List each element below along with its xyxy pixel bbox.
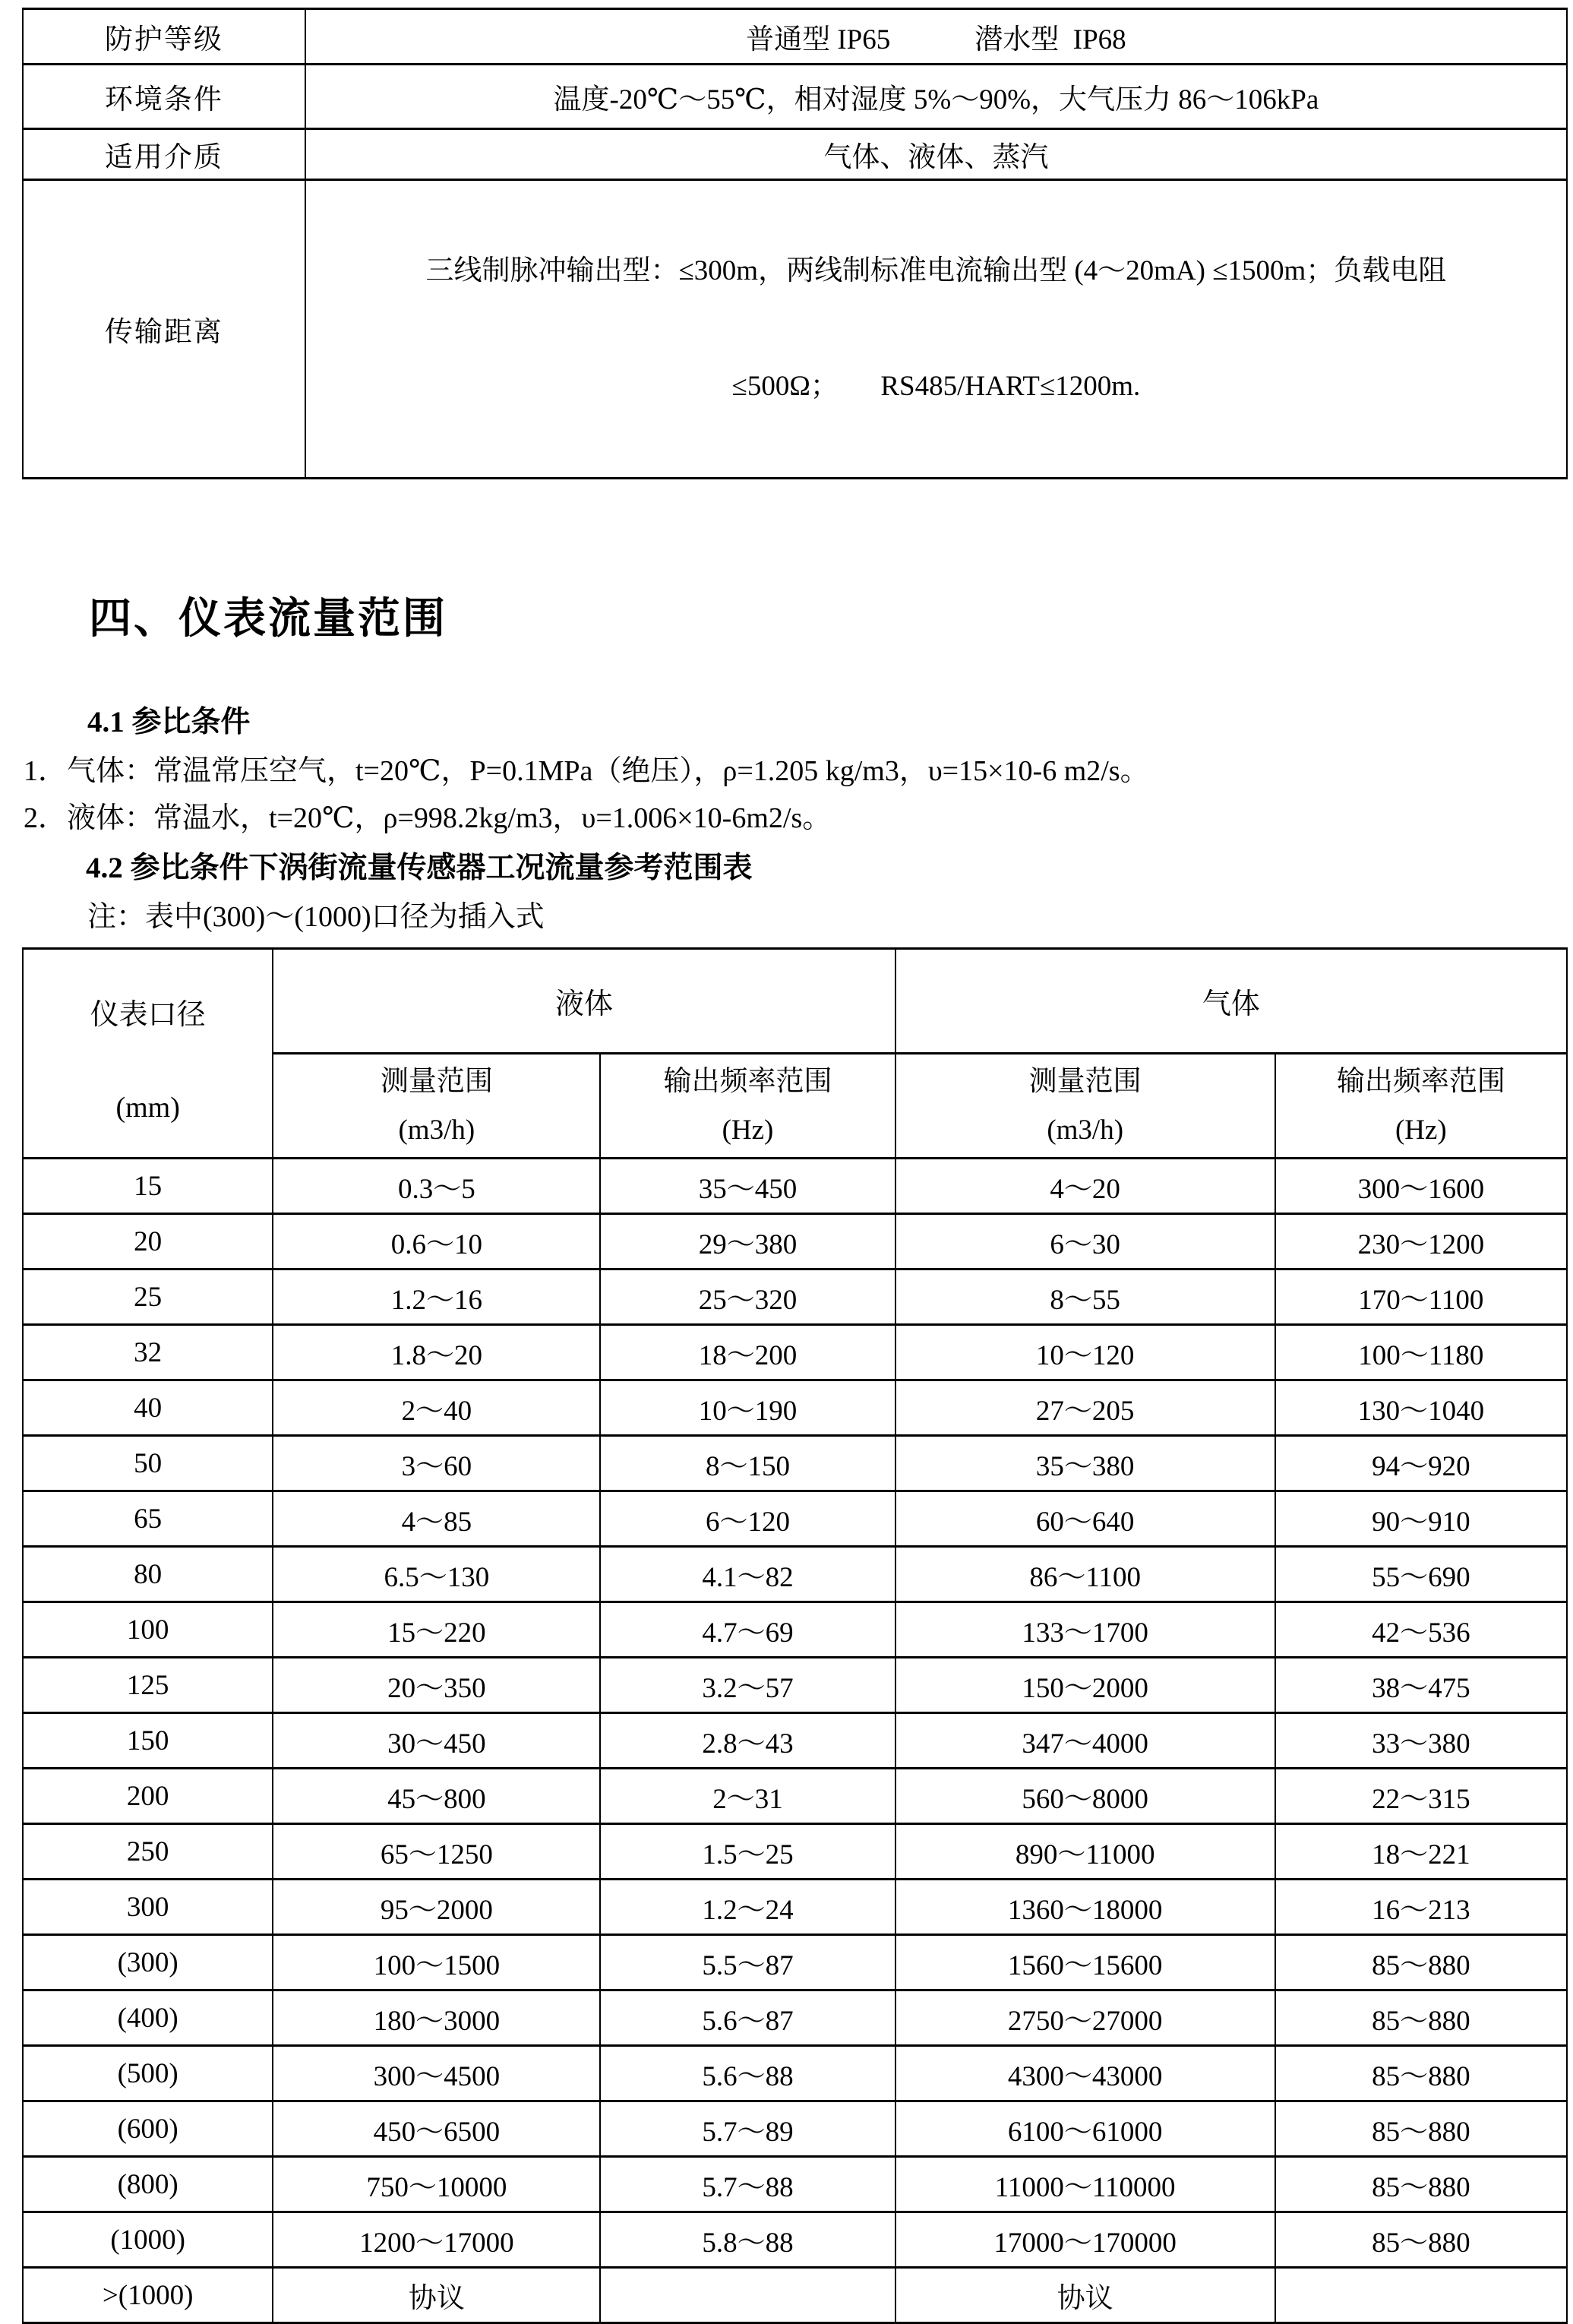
table-row — [23, 1935, 1567, 1990]
flow-value-cell: 6～120 — [600, 1491, 895, 1547]
header-unit: (m3/h) — [398, 1114, 475, 1146]
diameter-cell: 65 — [23, 1491, 273, 1547]
table-row — [23, 65, 1567, 129]
flow-value-cell: 11000～110000 — [895, 2157, 1275, 2212]
diameter-cell: (500) — [23, 2046, 273, 2101]
header-unit: (Hz) — [722, 1114, 774, 1146]
header-text: 测量范围 — [380, 1065, 493, 1097]
flow-value-cell: 55～690 — [1275, 1547, 1567, 1602]
flow-value-cell: 300～1600 — [1275, 1159, 1567, 1214]
diameter-cell: >(1000) — [23, 2268, 273, 2323]
flow-value-cell: 2.8～43 — [600, 1713, 895, 1769]
flow-value-cell: 25～320 — [600, 1270, 895, 1325]
flow-value-cell: 170～1100 — [1275, 1270, 1567, 1325]
flow-value-cell: 1360～18000 — [895, 1880, 1275, 1935]
flow-value-cell: 22～315 — [1275, 1769, 1567, 1824]
table-row — [23, 1602, 1567, 1658]
flow-value-cell: 20～350 — [273, 1658, 600, 1713]
table-row — [23, 1990, 1567, 2046]
flow-value-cell: 38～475 — [1275, 1658, 1567, 1713]
table-row — [23, 180, 1567, 479]
table-row — [23, 2101, 1567, 2157]
flow-value-cell: 347～4000 — [895, 1713, 1275, 1769]
spec-label-protection: 防护等级 — [23, 9, 305, 65]
diameter-column-header — [23, 949, 273, 1159]
flow-value-cell: 18～221 — [1275, 1824, 1567, 1880]
table-row — [23, 1270, 1567, 1325]
table-row — [23, 1769, 1567, 1824]
diameter-cell: (1000) — [23, 2212, 273, 2268]
spec-value-environment: 温度-20℃～55℃，相对湿度 5%～90%，大气压力 86～106kPa — [305, 65, 1567, 129]
flow-value-cell: 2750～27000 — [895, 1990, 1275, 2046]
flow-value-cell: 16～213 — [1275, 1880, 1567, 1935]
header-text: 输出频率范围 — [1336, 1065, 1505, 1097]
flow-value-cell: 8～150 — [600, 1436, 895, 1491]
diameter-cell: (800) — [23, 2157, 273, 2212]
table-row — [23, 1824, 1567, 1880]
flow-value-cell: 95～2000 — [273, 1880, 600, 1935]
flow-value-cell: 85～880 — [1275, 2046, 1567, 2101]
flow-value-cell: 6.5～130 — [273, 1547, 600, 1602]
flow-value-cell: 1.2～16 — [273, 1270, 600, 1325]
flow-value-cell — [1275, 2268, 1567, 2323]
flow-value-cell: 1200～17000 — [273, 2212, 600, 2268]
flow-value-cell: 100～1180 — [1275, 1325, 1567, 1380]
flow-table-body — [23, 1159, 1567, 2323]
flow-value-cell: 60～640 — [895, 1491, 1275, 1547]
table-row — [23, 2157, 1567, 2212]
flow-value-cell: 30～450 — [273, 1713, 600, 1769]
diameter-header-text: 仪表口径 — [90, 998, 206, 1031]
flow-value-cell: 4.1～82 — [600, 1547, 895, 1602]
flow-value-cell: 35～380 — [895, 1436, 1275, 1491]
liquid-frequency-header — [600, 1054, 895, 1159]
flow-value-cell: 1560～15600 — [895, 1935, 1275, 1990]
spec-table — [22, 8, 1568, 479]
table-row — [23, 1214, 1567, 1270]
flow-value-cell: 560～8000 — [895, 1769, 1275, 1824]
flow-value-cell: 5.5～87 — [600, 1935, 895, 1990]
flow-value-cell: 6100～61000 — [895, 2101, 1275, 2157]
table-row — [23, 1713, 1567, 1769]
flow-value-cell: 450～6500 — [273, 2101, 600, 2157]
header-text: 测量范围 — [1028, 1065, 1142, 1097]
subsection-4-2-title: 4.2 参比条件下涡街流量传感器工况流量参考范围表 — [86, 852, 753, 884]
table-row — [23, 2212, 1567, 2268]
diameter-cell: 100 — [23, 1602, 273, 1658]
flow-value-cell: 10～120 — [895, 1325, 1275, 1380]
table-row — [23, 1547, 1567, 1602]
spec-value-transmission — [305, 180, 1567, 479]
diameter-cell: 80 — [23, 1547, 273, 1602]
flow-value-cell: 5.6～87 — [600, 1990, 895, 2046]
subsection-4-1-title: 4.1 参比条件 — [87, 706, 251, 738]
diameter-cell: 125 — [23, 1658, 273, 1713]
table-row — [23, 1658, 1567, 1713]
flow-value-cell: 1.2～24 — [600, 1880, 895, 1935]
diameter-header-unit: (mm) — [115, 1091, 180, 1124]
gas-range-header — [895, 1054, 1275, 1159]
diameter-cell: 300 — [23, 1880, 273, 1935]
flow-value-cell: 0.3～5 — [273, 1159, 600, 1214]
table-header-group-row — [23, 949, 1567, 1054]
flow-value-cell: 5.7～88 — [600, 2157, 895, 2212]
flow-value-cell: 42～536 — [1275, 1602, 1567, 1658]
flow-value-cell: 35～450 — [600, 1159, 895, 1214]
flow-value-cell: 0.6～10 — [273, 1214, 600, 1270]
flow-value-cell: 90～910 — [1275, 1491, 1567, 1547]
flow-value-cell: 17000～170000 — [895, 2212, 1275, 2268]
flow-value-cell: 230～1200 — [1275, 1214, 1567, 1270]
flow-value-cell: 100～1500 — [273, 1935, 600, 1990]
diameter-cell: 25 — [23, 1270, 273, 1325]
table-row — [23, 1436, 1567, 1491]
flow-value-cell: 133～1700 — [895, 1602, 1275, 1658]
flow-value-cell: 85～880 — [1275, 1935, 1567, 1990]
liquid-range-header — [273, 1054, 600, 1159]
diameter-cell: 20 — [23, 1214, 273, 1270]
flow-value-cell: 85～880 — [1275, 1990, 1567, 2046]
table-row — [23, 2268, 1567, 2323]
flow-value-cell: 10～190 — [600, 1380, 895, 1436]
flow-value-cell: 2～40 — [273, 1380, 600, 1436]
flow-value-cell: 协议 — [273, 2268, 600, 2323]
diameter-cell: 15 — [23, 1159, 273, 1214]
diameter-cell: 40 — [23, 1380, 273, 1436]
group-header-liquid: 液体 — [273, 949, 895, 1054]
flow-value-cell — [600, 2268, 895, 2323]
table-row — [23, 1325, 1567, 1380]
flow-value-cell: 86～1100 — [895, 1547, 1275, 1602]
flow-value-cell: 300～4500 — [273, 2046, 600, 2101]
spec-value-medium: 气体、液体、蒸汽 — [305, 129, 1567, 180]
table-row — [23, 9, 1567, 65]
diameter-cell: 200 — [23, 1769, 273, 1824]
table-note: 注：表中(300)～(1000)口径为插入式 — [87, 901, 545, 933]
table-row — [23, 1491, 1567, 1547]
flow-value-cell: 180～3000 — [273, 1990, 600, 2046]
diameter-cell: 250 — [23, 1824, 273, 1880]
flow-value-cell: 1.8～20 — [273, 1325, 600, 1380]
spec-label-medium: 适用介质 — [23, 129, 305, 180]
header-unit: (m3/h) — [1047, 1114, 1124, 1146]
flow-value-cell: 45～800 — [273, 1769, 600, 1824]
flow-value-cell: 85～880 — [1275, 2212, 1567, 2268]
flow-value-cell: 2～31 — [600, 1769, 895, 1824]
table-row — [23, 1380, 1567, 1436]
flow-value-cell: 65～1250 — [273, 1824, 600, 1880]
flow-value-cell: 4～20 — [895, 1159, 1275, 1214]
diameter-cell: (400) — [23, 1990, 273, 2046]
group-header-gas: 气体 — [895, 949, 1567, 1054]
diameter-cell: 32 — [23, 1325, 273, 1380]
flow-value-cell: 27～205 — [895, 1380, 1275, 1436]
flow-value-cell: 4～85 — [273, 1491, 600, 1547]
flow-value-cell: 18～200 — [600, 1325, 895, 1380]
flow-value-cell: 4.7～69 — [600, 1602, 895, 1658]
table-row — [23, 1880, 1567, 1935]
table-row — [23, 129, 1567, 180]
spec-label-transmission: 传输距离 — [23, 180, 305, 479]
flow-value-cell: 5.7～89 — [600, 2101, 895, 2157]
flow-range-table — [22, 947, 1568, 2324]
table-row — [23, 2046, 1567, 2101]
flow-value-cell: 85～880 — [1275, 2157, 1567, 2212]
gas-frequency-header — [1275, 1054, 1567, 1159]
flow-value-cell: 750～10000 — [273, 2157, 600, 2212]
flow-value-cell: 150～2000 — [895, 1658, 1275, 1713]
flow-value-cell: 85～880 — [1275, 2101, 1567, 2157]
flow-value-cell: 6～30 — [895, 1214, 1275, 1270]
table-row — [23, 1159, 1567, 1214]
flow-value-cell: 4300～43000 — [895, 2046, 1275, 2101]
spec-value-protection: 普通型 IP65 潜水型 IP68 — [305, 9, 1567, 65]
flow-value-cell: 协议 — [895, 2268, 1275, 2323]
flow-value-cell: 130～1040 — [1275, 1380, 1567, 1436]
flow-value-cell: 15～220 — [273, 1602, 600, 1658]
flow-value-cell: 8～55 — [895, 1270, 1275, 1325]
flow-value-cell: 1.5～25 — [600, 1824, 895, 1880]
flow-value-cell: 33～380 — [1275, 1713, 1567, 1769]
spec-label-environment: 环境条件 — [23, 65, 305, 129]
diameter-cell: 50 — [23, 1436, 273, 1491]
diameter-cell: 150 — [23, 1713, 273, 1769]
flow-value-cell: 3～60 — [273, 1436, 600, 1491]
diameter-cell: (600) — [23, 2101, 273, 2157]
reference-condition-liquid: 2．液体：常温水，t=20℃，ρ=998.2kg/m3，υ=1.006×10-6m2/s。 — [24, 802, 832, 834]
diameter-cell: (300) — [23, 1935, 273, 1990]
header-text: 输出频率范围 — [663, 1065, 832, 1097]
transmission-line-2: ≤500Ω； RS485/HART≤1200m. — [731, 371, 1141, 402]
section-heading: 四、仪表流量范围 — [89, 594, 447, 642]
flow-value-cell: 5.8～88 — [600, 2212, 895, 2268]
flow-value-cell: 94～920 — [1275, 1436, 1567, 1491]
transmission-line-1: 三线制脉冲输出型：≤300m，两线制标准电流输出型 (4～20mA) ≤1500m；负载电阻 — [425, 255, 1447, 286]
flow-value-cell: 29～380 — [600, 1214, 895, 1270]
flow-value-cell: 5.6～88 — [600, 2046, 895, 2101]
flow-value-cell: 890～11000 — [895, 1824, 1275, 1880]
header-unit: (Hz) — [1395, 1114, 1447, 1146]
flow-value-cell: 3.2～57 — [600, 1658, 895, 1713]
reference-condition-gas: 1．气体：常温常压空气，t=20℃，P=0.1MPa（绝压），ρ=1.205 kg/m3，υ=15×10-6 m2/s。 — [24, 755, 1149, 787]
